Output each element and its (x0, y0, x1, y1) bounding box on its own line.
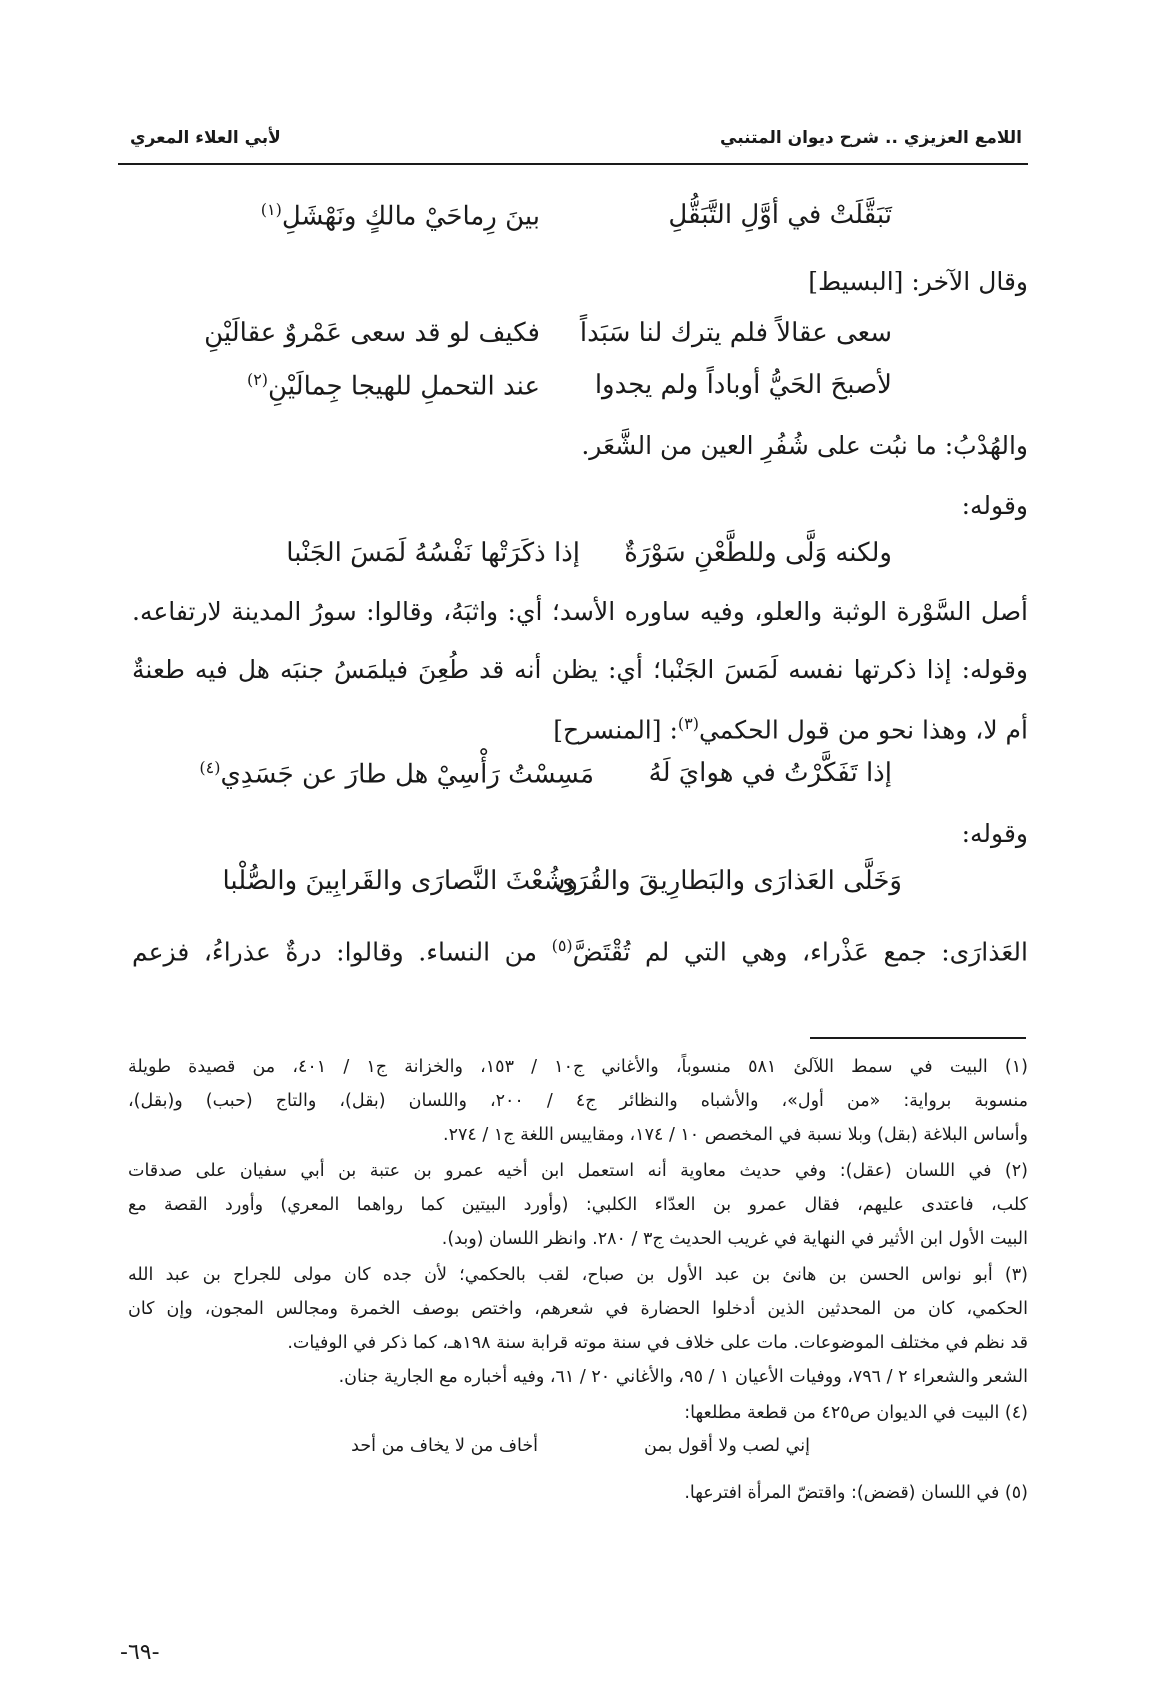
footnote-ref-2: (٢) (246, 370, 269, 389)
paragraph-explanation-line-1: وقوله: إذا ذكرتها نفسه لَمَسَ الجَنْبا؛ أي: يظن أنه قد طُعِنَ فيلمَسُ جنبَه هل فيه طعنةٌ (132, 655, 1028, 684)
verse-3-first-hemistich: لأصبحَ الحَيُّ أوباداً ولم يجدوا (594, 370, 892, 400)
footnote-3-line-2: الحكمي، كان من المحدثين الذين أدخلوا الحضارة في شعرهم، واختص بوصف الخمرة ومجالس المجون، وإن كان (128, 1299, 1028, 1319)
footnote-5-line-1: (٥) في اللسان (قضض): واقتضّ المرأة افترعها. (684, 1483, 1028, 1503)
footnote-1-line-1: (١) البيت في سمط اللآلئ ٥٨١ منسوباً، والأغاني ج١٠ / ١٥٣، والخزانة ج١ / ٤٠١، من قصيدة طويلة (128, 1057, 1028, 1077)
running-header-title: اللامع العزيزي .. شرح ديوان المتنبي (720, 128, 1022, 148)
qawluhu-label-1: وقوله: (961, 491, 1028, 520)
footnote-2-line-1: (٢) في اللسان (عقل): وفي حديث معاوية أنه استعمل ابن أخيه عمرو بن عتبة بن أبي سفيان على صدقات (128, 1161, 1028, 1181)
verse-6-second-hemistich: وشُعْثَ النَّصارَى والقَرابِينَ والصُّلْبا (222, 866, 578, 896)
verse-4-second-hemistich: إذا ذكَرَتْها نَفْسُهُ لَمَسَ الجَنْبا (286, 538, 580, 568)
gloss-hudb: والهُدْبُ: ما نبُت على شُفُرِ العين من الشَّعَر. (581, 431, 1028, 460)
footnote-ref-1: (١) (260, 200, 282, 219)
verse-6-first-hemistich: وَخَلَّى العَذارَى والبَطارِيقَ والقُرَى (555, 866, 902, 896)
qawluhu-label-2: وقوله: (961, 819, 1028, 848)
footnote-1-line-2: منسوبة برواية: «من أول»، والأشباه والنظائر ج٤ / ٢٠٠، واللسان (بقل)، والتاج (حبب) و(بقل)، (128, 1091, 1028, 1111)
footnote-3-line-4: الشعر والشعراء ٢ / ٧٩٦، ووفيات الأعيان ١ / ٩٥، والأغاني ٢٠ / ٦١، وفيه أخباره مع الجارية جنان. (338, 1367, 1028, 1387)
verse-5-second-hemistich: مَسِسْتُ رَأْسِيْ هل طارَ عن جَسَدِي$^{(٤)}$ (199, 758, 594, 790)
footnote-3-line-3: قد نظم في مختلف الموضوعات. مات على خلاف في سنة موته قرابة سنة ١٩٨هـ، كما ذكر في الوفيات. (287, 1333, 1028, 1353)
header-rule (118, 163, 1028, 165)
verse-5-first-hemistich: إذا تَفَكَّرْتُ في هوايَ لَهُ (648, 758, 892, 788)
verse-1-second-hemistich: بينَ رِماحَيْ مالكٍ ونَهْشَلِ$^{(١)}$ (260, 200, 540, 232)
footnote-ref-4: (٤) (199, 758, 221, 777)
page-number: -٦٩- (120, 1640, 160, 1665)
footnote-4-verse-first-hemistich: إني لصب ولا أقول بمن (644, 1436, 810, 1456)
verse-2-first-hemistich: سعى عقالاً فلم يترك لنا سَبَداً (579, 318, 892, 348)
footnote-ref-5: (٥) (551, 936, 573, 955)
footnote-ref-3: (٣) (677, 714, 699, 733)
footnote-rule (810, 1037, 1026, 1039)
verse-1-first-hemistich: تَبَقَّلَتْ في أوَّلِ التَّبَقُّلِ (668, 200, 892, 230)
paragraph-explanation-line-2: أم لا، وهذا نحو من قول الحكمي$^{(٣)}$: [المنسرح] (553, 714, 1028, 745)
verse-3-second-hemistich: عند التحملِ للهيجا جِمالَيْنِ$^{(٢)}$ (246, 370, 540, 402)
verse-4-first-hemistich: ولكنه وَلَّى وللطَّعْنِ سَوْرَةٌ (624, 538, 892, 568)
footnote-2-line-3: البيت الأول ابن الأثير في النهاية في غريب الحديث ج٣ / ٢٨٠. وانظر اللسان (وبد). (441, 1229, 1028, 1249)
footnote-3-line-1: (٣) أبو نواس الحسن بن هانئ بن عبد الأول بن صباح، لقب بالحكمي؛ لأن جده كان مولى للجراح بن عبد الله (128, 1265, 1028, 1285)
running-header-author: لأبي العلاء المعري (130, 128, 281, 148)
footnote-4-line-1: (٤) البيت في الديوان ص٤٢٥ من قطعة مطلعها: (684, 1403, 1028, 1423)
verse-2-second-hemistich: فكيف لو قد سعى عَمْروٌ عقالَيْنِ (204, 318, 540, 348)
footnote-1-line-3: وأساس البلاغة (بقل) وبلا نسبة في المخصص ١٠ / ١٧٤، ومقاييس اللغة ج١ / ٢٧٤. (443, 1125, 1028, 1145)
footnote-4-verse-second-hemistich: أخاف من لا يخاف من أحد (351, 1436, 538, 1456)
footnote-2-line-2: كلب، فاعتدى عليهم، فقال عمرو بن العدّاء الكلبي: (وأورد البيتين كما رواهما المعري) وأورد القصة مع (128, 1195, 1028, 1215)
meter-intro-basit: وقال الآخر: [البسيط] (808, 267, 1028, 296)
paragraph-adhara: العَذارَى: جمع عَذْراء، وهي التي لم تُقْتَضَّ$^{(٥)}$ من النساء. وقالوا: درةٌ عذراءُ، فزعم (132, 936, 1028, 967)
paragraph-sawra: أصل السَّوْرة الوثبة والعلو، وفيه ساوره الأسد؛ أي: واثبَهُ، وقالوا: سورُ المدينة لارتفاعه. (132, 597, 1028, 626)
